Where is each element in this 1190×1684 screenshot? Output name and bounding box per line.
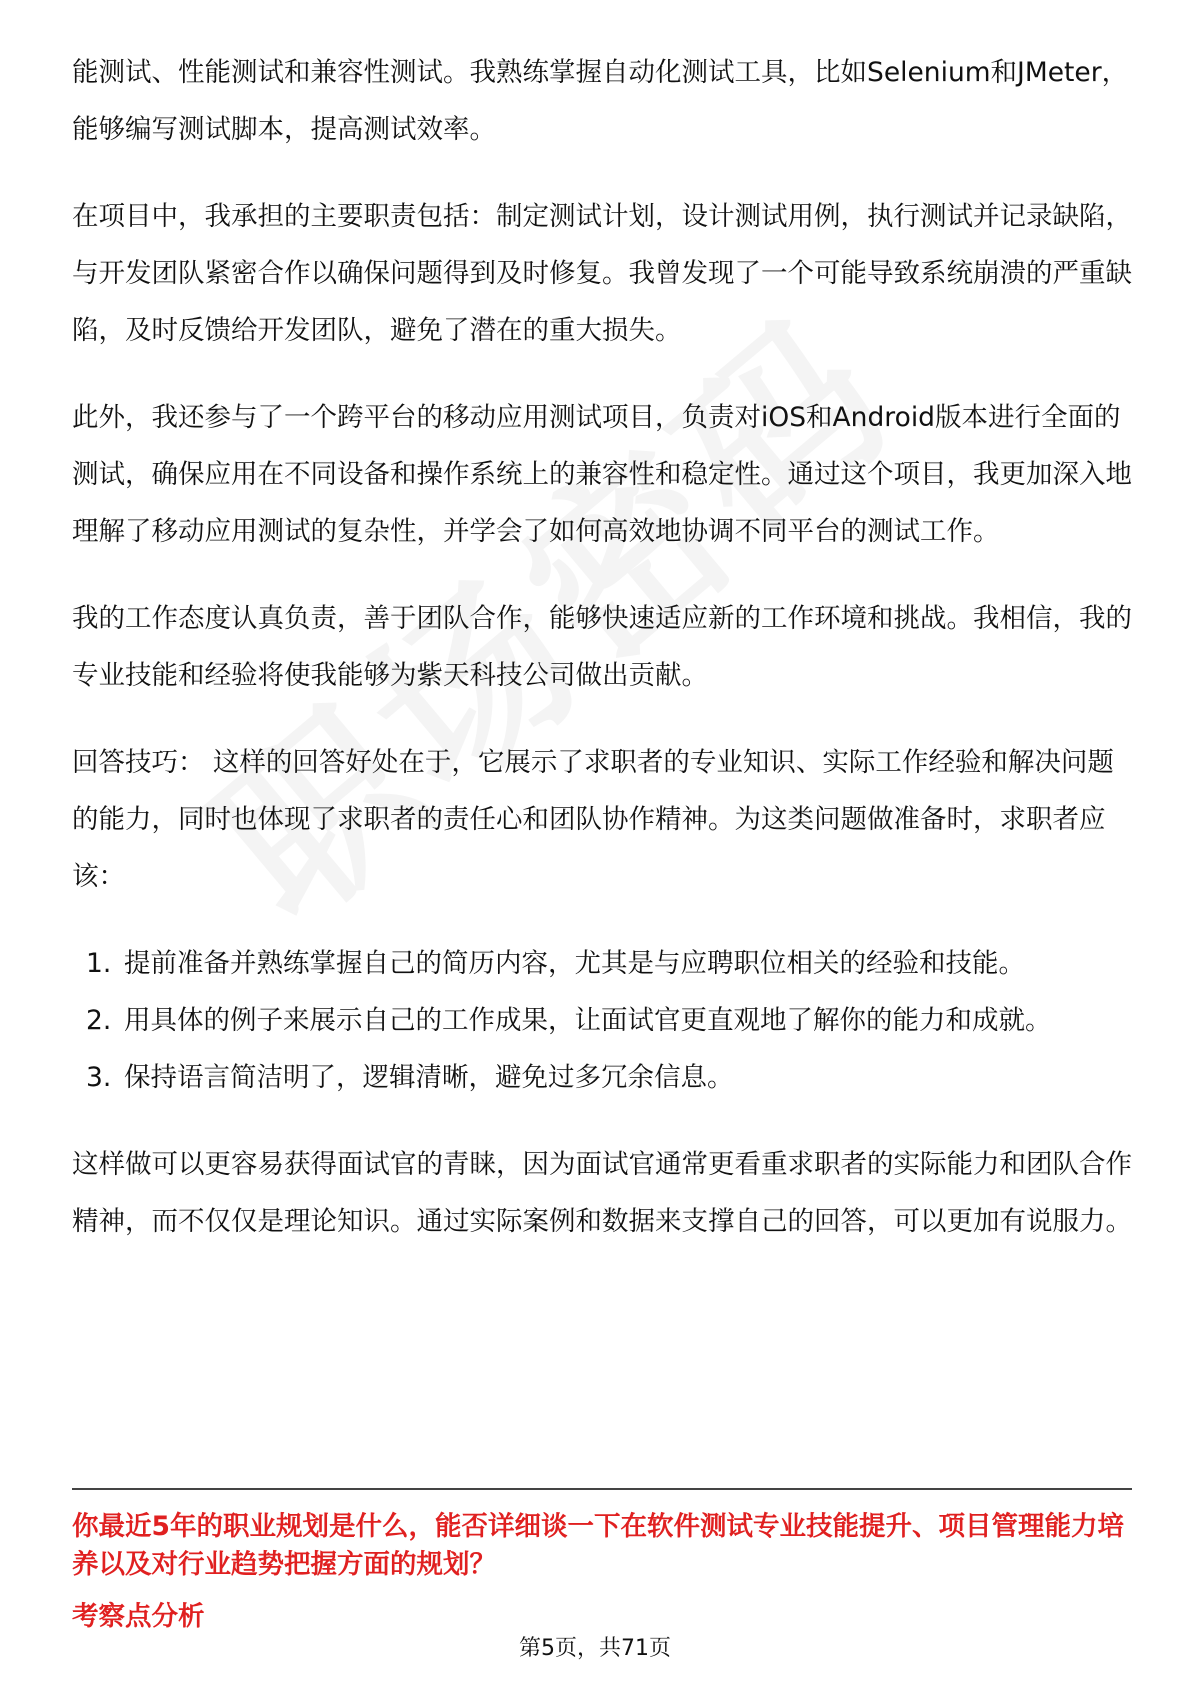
list-number: 1. <box>86 948 112 979</box>
document-body <box>72 44 1132 1280</box>
paragraph-answer-tips: 回答技巧： 这样的回答好处在于，它展示了求职者的专业知识、实际工作经验和解决问题的能力，同时也体现了求职者的责任心和团队协作精神。为这类问题做准备时，求职者应该： <box>72 747 1114 892</box>
paragraph-skills: 能测试、性能测试和兼容性测试。我熟练掌握自动化测试工具，比如Selenium和JMeter，能够编写测试脚本，提高测试效率。 <box>72 57 1129 145</box>
paragraph-responsibilities: 在项目中，我承担的主要职责包括：制定测试计划，设计测试用例，执行测试并记录缺陷，与开发团队紧密合作以确保问题得到及时修复。我曾发现了一个可能导致系统崩溃的严重缺陷，及时反馈给开发团队，避免了潜在的重大损失。 <box>72 201 1132 346</box>
paragraph-closing: 这样做可以更容易获得面试官的青睐，因为面试官通常更看重求职者的实际能力和团队合作精神，而不仅仅是理论知识。通过实际案例和数据来支撑自己的回答，可以更加有说服力。 <box>72 1149 1132 1237</box>
list-text: 保持语言简洁明了，逻辑清晰，避免过多冗余信息。 <box>124 1062 734 1093</box>
list-item <box>72 1049 1132 1106</box>
list-item <box>72 935 1132 992</box>
paragraph-attitude: 我的工作态度认真负责，善于团队合作，能够快速适应新的工作环境和挑战。我相信，我的专业技能和经验将使我能够为紫天科技公司做出贡献。 <box>72 603 1132 691</box>
tips-list <box>72 935 1132 1106</box>
list-number: 2. <box>86 1005 112 1036</box>
analysis-heading: 考察点分析 <box>72 1601 205 1632</box>
list-number: 3. <box>86 1062 112 1093</box>
list-text: 用具体的例子来展示自己的工作成果，让面试官更直观地了解你的能力和成就。 <box>124 1005 1052 1036</box>
section-divider <box>72 1488 1132 1490</box>
paragraph-mobile-project: 此外，我还参与了一个跨平台的移动应用测试项目，负责对iOS和Android版本进行全面的测试，确保应用在不同设备和操作系统上的兼容性和稳定性。通过这个项目，我更加深入地理解了移动应用测试的复杂性，并学会了如何高效地协调不同平台的测试工作。 <box>72 402 1132 547</box>
list-item <box>72 992 1132 1049</box>
page-number: 第5页，共71页 <box>519 1636 671 1661</box>
next-question-heading: 你最近5年的职业规划是什么，能否详细谈一下在软件测试专业技能提升、项目管理能力培养以及对行业趋势把握方面的规划？ <box>72 1511 1124 1580</box>
list-text: 提前准备并熟练掌握自己的简历内容，尤其是与应聘职位相关的经验和技能。 <box>124 948 1025 979</box>
